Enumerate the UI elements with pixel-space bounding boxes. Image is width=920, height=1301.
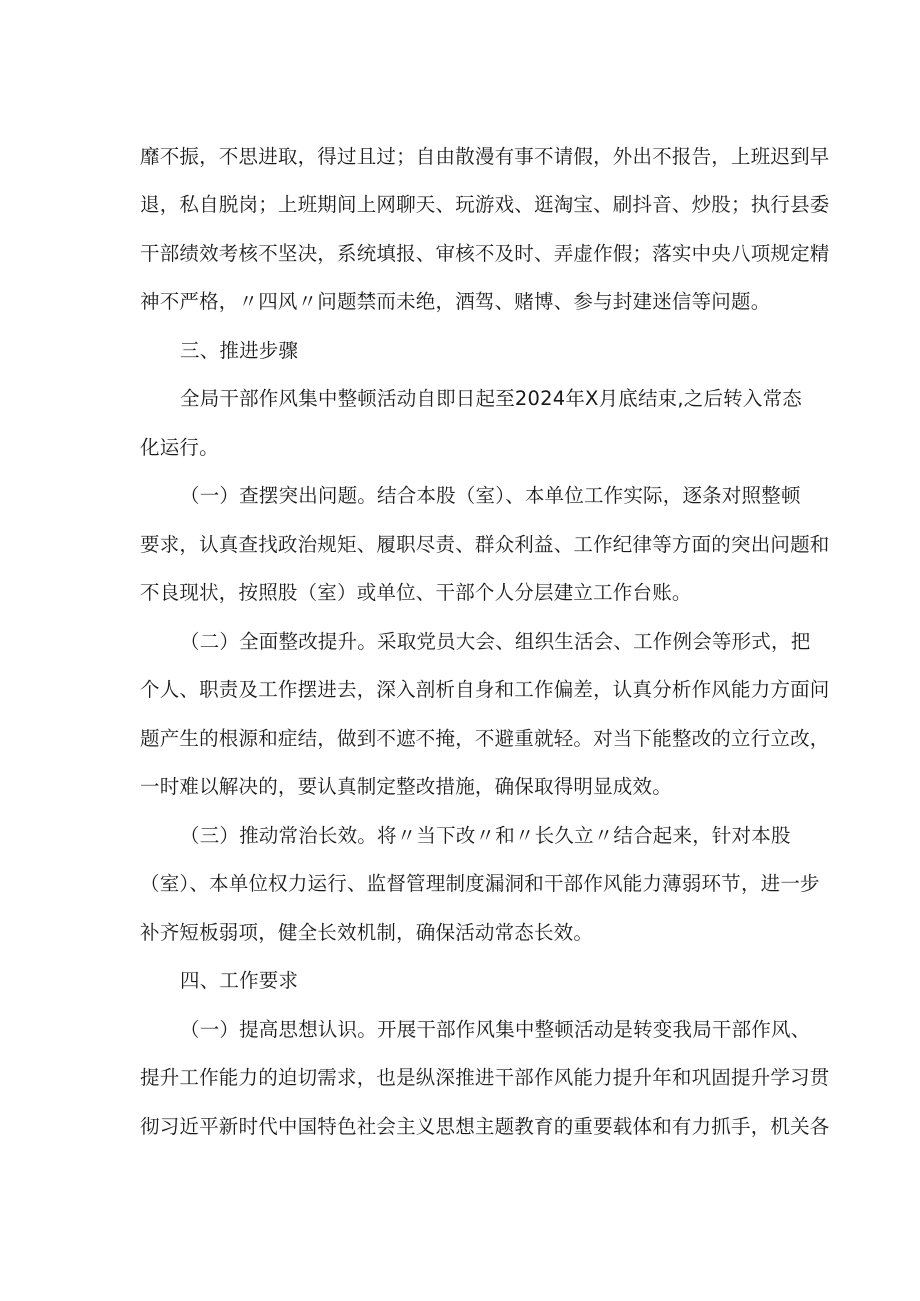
paragraph-line: 化运行。	[140, 436, 219, 459]
paragraph-line: 要求，认真查找政治规矩、履职尽责、群众利益、工作纪律等方面的突出问题和	[140, 533, 830, 556]
paragraph-line: （三）推动常治长效。将〃当下改〃和〃长久立〃结合起来，针对本股	[180, 824, 791, 847]
paragraph-line: 神不严格，〃四风〃问题禁而未绝，酒驾、赌博、参与封建迷信等问题。	[140, 290, 771, 313]
paragraph-line: 不良现状，按照股（室）或单位、干部个人分层建立工作台账。	[140, 581, 692, 604]
paragraph-line: 个人、职责及工作摆进去，深入剖析自身和工作偏差，认真分析作风能力方面问	[140, 678, 830, 701]
paragraph-line: （一）提高思想认识。开展干部作风集中整顿活动是转变我局干部作风、	[180, 1018, 811, 1041]
paragraph-line: 补齐短板弱项，健全长效机制，确保活动常态长效。	[140, 921, 594, 944]
paragraph-line: 提升工作能力的迫切需求，也是纵深推进干部作风能力提升年和巩固提升学习贯	[140, 1066, 830, 1089]
paragraph-line: 题产生的根源和症结，做到不遮不掩，不避重就轻。对当下能整改的立行立改，	[140, 727, 830, 750]
paragraph-line: （二）全面整改提升。采取党员大会、组织生活会、工作例会等形式，把	[180, 630, 811, 653]
paragraph-line: （室）、本单位权力运行、监督管理制度漏洞和干部作风能力薄弱环节，进一步	[140, 872, 820, 895]
paragraph-line: 一时难以解决的，要认真制定整改措施，确保取得明显成效。	[140, 775, 672, 798]
paragraph-line: 全局干部作风集中整顿活动自即日起至2024年X月底结束,之后转入常态	[180, 387, 802, 410]
paragraph-line: 干部绩效考核不坚决，系统填报、审核不及时、弄虚作假；落实中央八项规定精	[140, 242, 830, 265]
paragraph-line: 靡不振，不思进取，得过且过；自由散漫有事不请假，外出不报告，上班迟到早	[140, 145, 830, 168]
section-heading: 四、工作要求	[180, 969, 299, 992]
paragraph-line: 退，私自脱岗；上班期间上网聊天、玩游戏、逛淘宝、刷抖音、炒股；执行县委	[140, 193, 830, 216]
paragraph-line: （一）查摆突出问题。结合本股（室）、本单位工作实际，逐条对照整顿	[180, 484, 801, 507]
paragraph-line: 彻习近平新时代中国特色社会主义思想主题教育的重要载体和有力抓手，机关各	[140, 1115, 830, 1138]
section-heading: 三、推进步骤	[180, 339, 299, 362]
